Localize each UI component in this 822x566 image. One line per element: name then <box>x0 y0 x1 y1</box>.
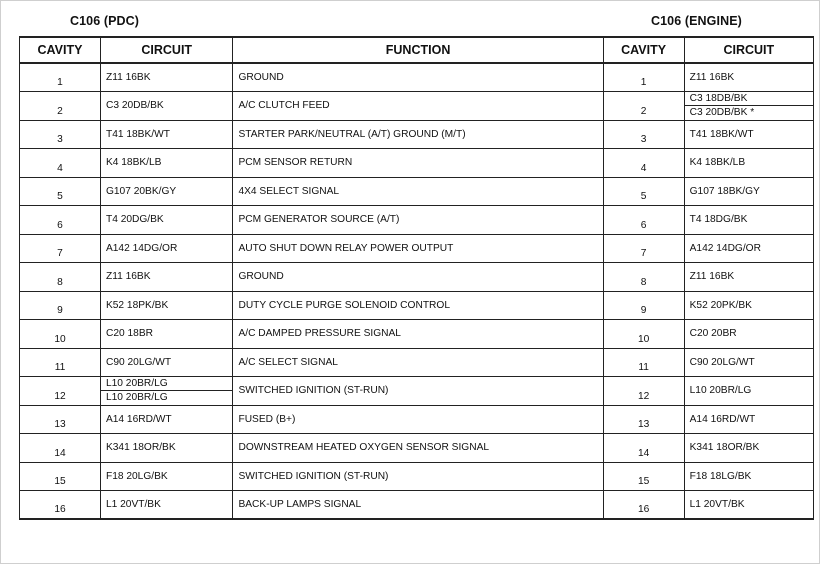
engine-cavity-number: 16 <box>603 491 684 520</box>
table-row <box>20 291 814 320</box>
connector-pinout-table <box>19 36 814 520</box>
circuit-function: A/C CLUTCH FEED <box>233 92 603 121</box>
header-cavity-pdc: CAVITY <box>20 37 101 63</box>
engine-cavity-number: 6 <box>603 206 684 235</box>
pdc-cavity-number: 15 <box>20 462 101 491</box>
pdc-circuit-code: C90 20LG/WT <box>100 348 233 377</box>
circuit-function: GROUND <box>233 263 603 292</box>
pdc-circuit-code: F18 20LG/BK <box>100 462 233 491</box>
engine-circuit-code: K52 20PK/BK <box>684 291 813 320</box>
circuit-function: PCM GENERATOR SOURCE (A/T) <box>233 206 603 235</box>
engine-circuit-code <box>684 92 813 121</box>
table-row <box>20 120 814 149</box>
engine-circuit-code: T4 18DG/BK <box>684 206 813 235</box>
engine-connector-title: C106 (ENGINE) <box>651 14 742 28</box>
header-function: FUNCTION <box>233 37 603 63</box>
engine-circuit-code: K4 18BK/LB <box>684 149 813 178</box>
engine-cavity-number: 13 <box>603 405 684 434</box>
circuit-function: DOWNSTREAM HEATED OXYGEN SENSOR SIGNAL <box>233 434 603 463</box>
header-circuit-engine: CIRCUIT <box>684 37 813 63</box>
pdc-circuit-code: G107 20BK/GY <box>100 177 233 206</box>
pdc-circuit-code: Z11 16BK <box>100 63 233 92</box>
pdc-cavity-number: 3 <box>20 120 101 149</box>
engine-cavity-number: 12 <box>603 377 684 406</box>
circuit-function: AUTO SHUT DOWN RELAY POWER OUTPUT <box>233 234 603 263</box>
engine-cavity-number: 9 <box>603 291 684 320</box>
pdc-cavity-number: 12 <box>20 377 101 406</box>
table-row <box>20 462 814 491</box>
engine-circuit-code: T41 18BK/WT <box>684 120 813 149</box>
header-circuit-pdc: CIRCUIT <box>100 37 233 63</box>
table-row <box>20 263 814 292</box>
circuit-function: BACK-UP LAMPS SIGNAL <box>233 491 603 520</box>
engine-cavity-number: 14 <box>603 434 684 463</box>
pdc-cavity-number: 10 <box>20 320 101 349</box>
table-row <box>20 434 814 463</box>
engine-cavity-number: 5 <box>603 177 684 206</box>
engine-circuit-code-line: C3 18DB/BK <box>685 93 813 106</box>
circuit-function: A/C SELECT SIGNAL <box>233 348 603 377</box>
engine-circuit-code: Z11 16BK <box>684 263 813 292</box>
pdc-circuit-code: K52 18PK/BK <box>100 291 233 320</box>
pdc-connector-title: C106 (PDC) <box>70 14 140 28</box>
circuit-function: DUTY CYCLE PURGE SOLENOID CONTROL <box>233 291 603 320</box>
engine-circuit-code: L10 20BR/LG <box>684 377 813 406</box>
pdc-cavity-number: 14 <box>20 434 101 463</box>
table-row <box>20 149 814 178</box>
header-cavity-engine: CAVITY <box>603 37 684 63</box>
engine-cavity-number: 1 <box>603 63 684 92</box>
engine-circuit-code-line: C3 20DB/BK * <box>689 107 755 119</box>
pdc-circuit-code: T4 20DG/BK <box>100 206 233 235</box>
pdc-cavity-number: 6 <box>20 206 101 235</box>
circuit-function: 4X4 SELECT SIGNAL <box>233 177 603 206</box>
table-body <box>20 63 814 519</box>
pdc-cavity-number: 13 <box>20 405 101 434</box>
circuit-function: SWITCHED IGNITION (ST-RUN) <box>233 377 603 406</box>
pdc-circuit-code: Z11 16BK <box>100 263 233 292</box>
pdc-cavity-number: 9 <box>20 291 101 320</box>
engine-circuit-code: L1 20VT/BK <box>684 491 813 520</box>
circuit-function: A/C DAMPED PRESSURE SIGNAL <box>233 320 603 349</box>
table-row <box>20 320 814 349</box>
engine-circuit-code: C90 20LG/WT <box>684 348 813 377</box>
pdc-circuit-code: L1 20VT/BK <box>100 491 233 520</box>
pdc-cavity-number: 1 <box>20 63 101 92</box>
pdc-circuit-code: C3 20DB/BK <box>100 92 233 121</box>
pdc-cavity-number: 8 <box>20 263 101 292</box>
engine-circuit-code: F18 18LG/BK <box>684 462 813 491</box>
circuit-function: FUSED (B+) <box>233 405 603 434</box>
pdc-circuit-code: C20 18BR <box>100 320 233 349</box>
engine-circuit-code: K341 18OR/BK <box>684 434 813 463</box>
table-row <box>20 63 814 92</box>
engine-cavity-number: 7 <box>603 234 684 263</box>
circuit-function: PCM SENSOR RETURN <box>233 149 603 178</box>
engine-cavity-number: 10 <box>603 320 684 349</box>
engine-circuit-code: G107 18BK/GY <box>684 177 813 206</box>
engine-cavity-number: 8 <box>603 263 684 292</box>
pdc-circuit-code: T41 18BK/WT <box>100 120 233 149</box>
engine-cavity-number: 2 <box>603 92 684 121</box>
table-row <box>20 348 814 377</box>
engine-cavity-number: 11 <box>603 348 684 377</box>
circuit-function: SWITCHED IGNITION (ST-RUN) <box>233 462 603 491</box>
pdc-circuit-code: K4 18BK/LB <box>100 149 233 178</box>
table-row <box>20 491 814 520</box>
pdc-circuit-code: A142 14DG/OR <box>100 234 233 263</box>
pdc-cavity-number: 16 <box>20 491 101 520</box>
table-row <box>20 177 814 206</box>
engine-cavity-number: 15 <box>603 462 684 491</box>
engine-cavity-number: 4 <box>603 149 684 178</box>
engine-circuit-code: C20 20BR <box>684 320 813 349</box>
engine-circuit-code: Z11 16BK <box>684 63 813 92</box>
pdc-cavity-number: 4 <box>20 149 101 178</box>
engine-circuit-code: A14 16RD/WT <box>684 405 813 434</box>
table-row <box>20 206 814 235</box>
circuit-function: GROUND <box>233 63 603 92</box>
table-header-row <box>20 37 814 63</box>
pdc-circuit-code: A14 16RD/WT <box>100 405 233 434</box>
pdc-cavity-number: 2 <box>20 92 101 121</box>
table-row <box>20 92 814 121</box>
engine-circuit-code: A142 14DG/OR <box>684 234 813 263</box>
pdc-circuit-code: K341 18OR/BK <box>100 434 233 463</box>
pdc-cavity-number: 7 <box>20 234 101 263</box>
table-row <box>20 377 814 406</box>
pdc-cavity-number: 11 <box>20 348 101 377</box>
pdc-circuit-code-line: L10 20BR/LG <box>101 378 233 391</box>
table-row <box>20 405 814 434</box>
circuit-function: STARTER PARK/NEUTRAL (A/T) GROUND (M/T) <box>233 120 603 149</box>
table-row <box>20 234 814 263</box>
pdc-circuit-code-line: L10 20BR/LG <box>105 392 168 404</box>
pdc-circuit-code <box>100 377 233 406</box>
engine-cavity-number: 3 <box>603 120 684 149</box>
pdc-cavity-number: 5 <box>20 177 101 206</box>
